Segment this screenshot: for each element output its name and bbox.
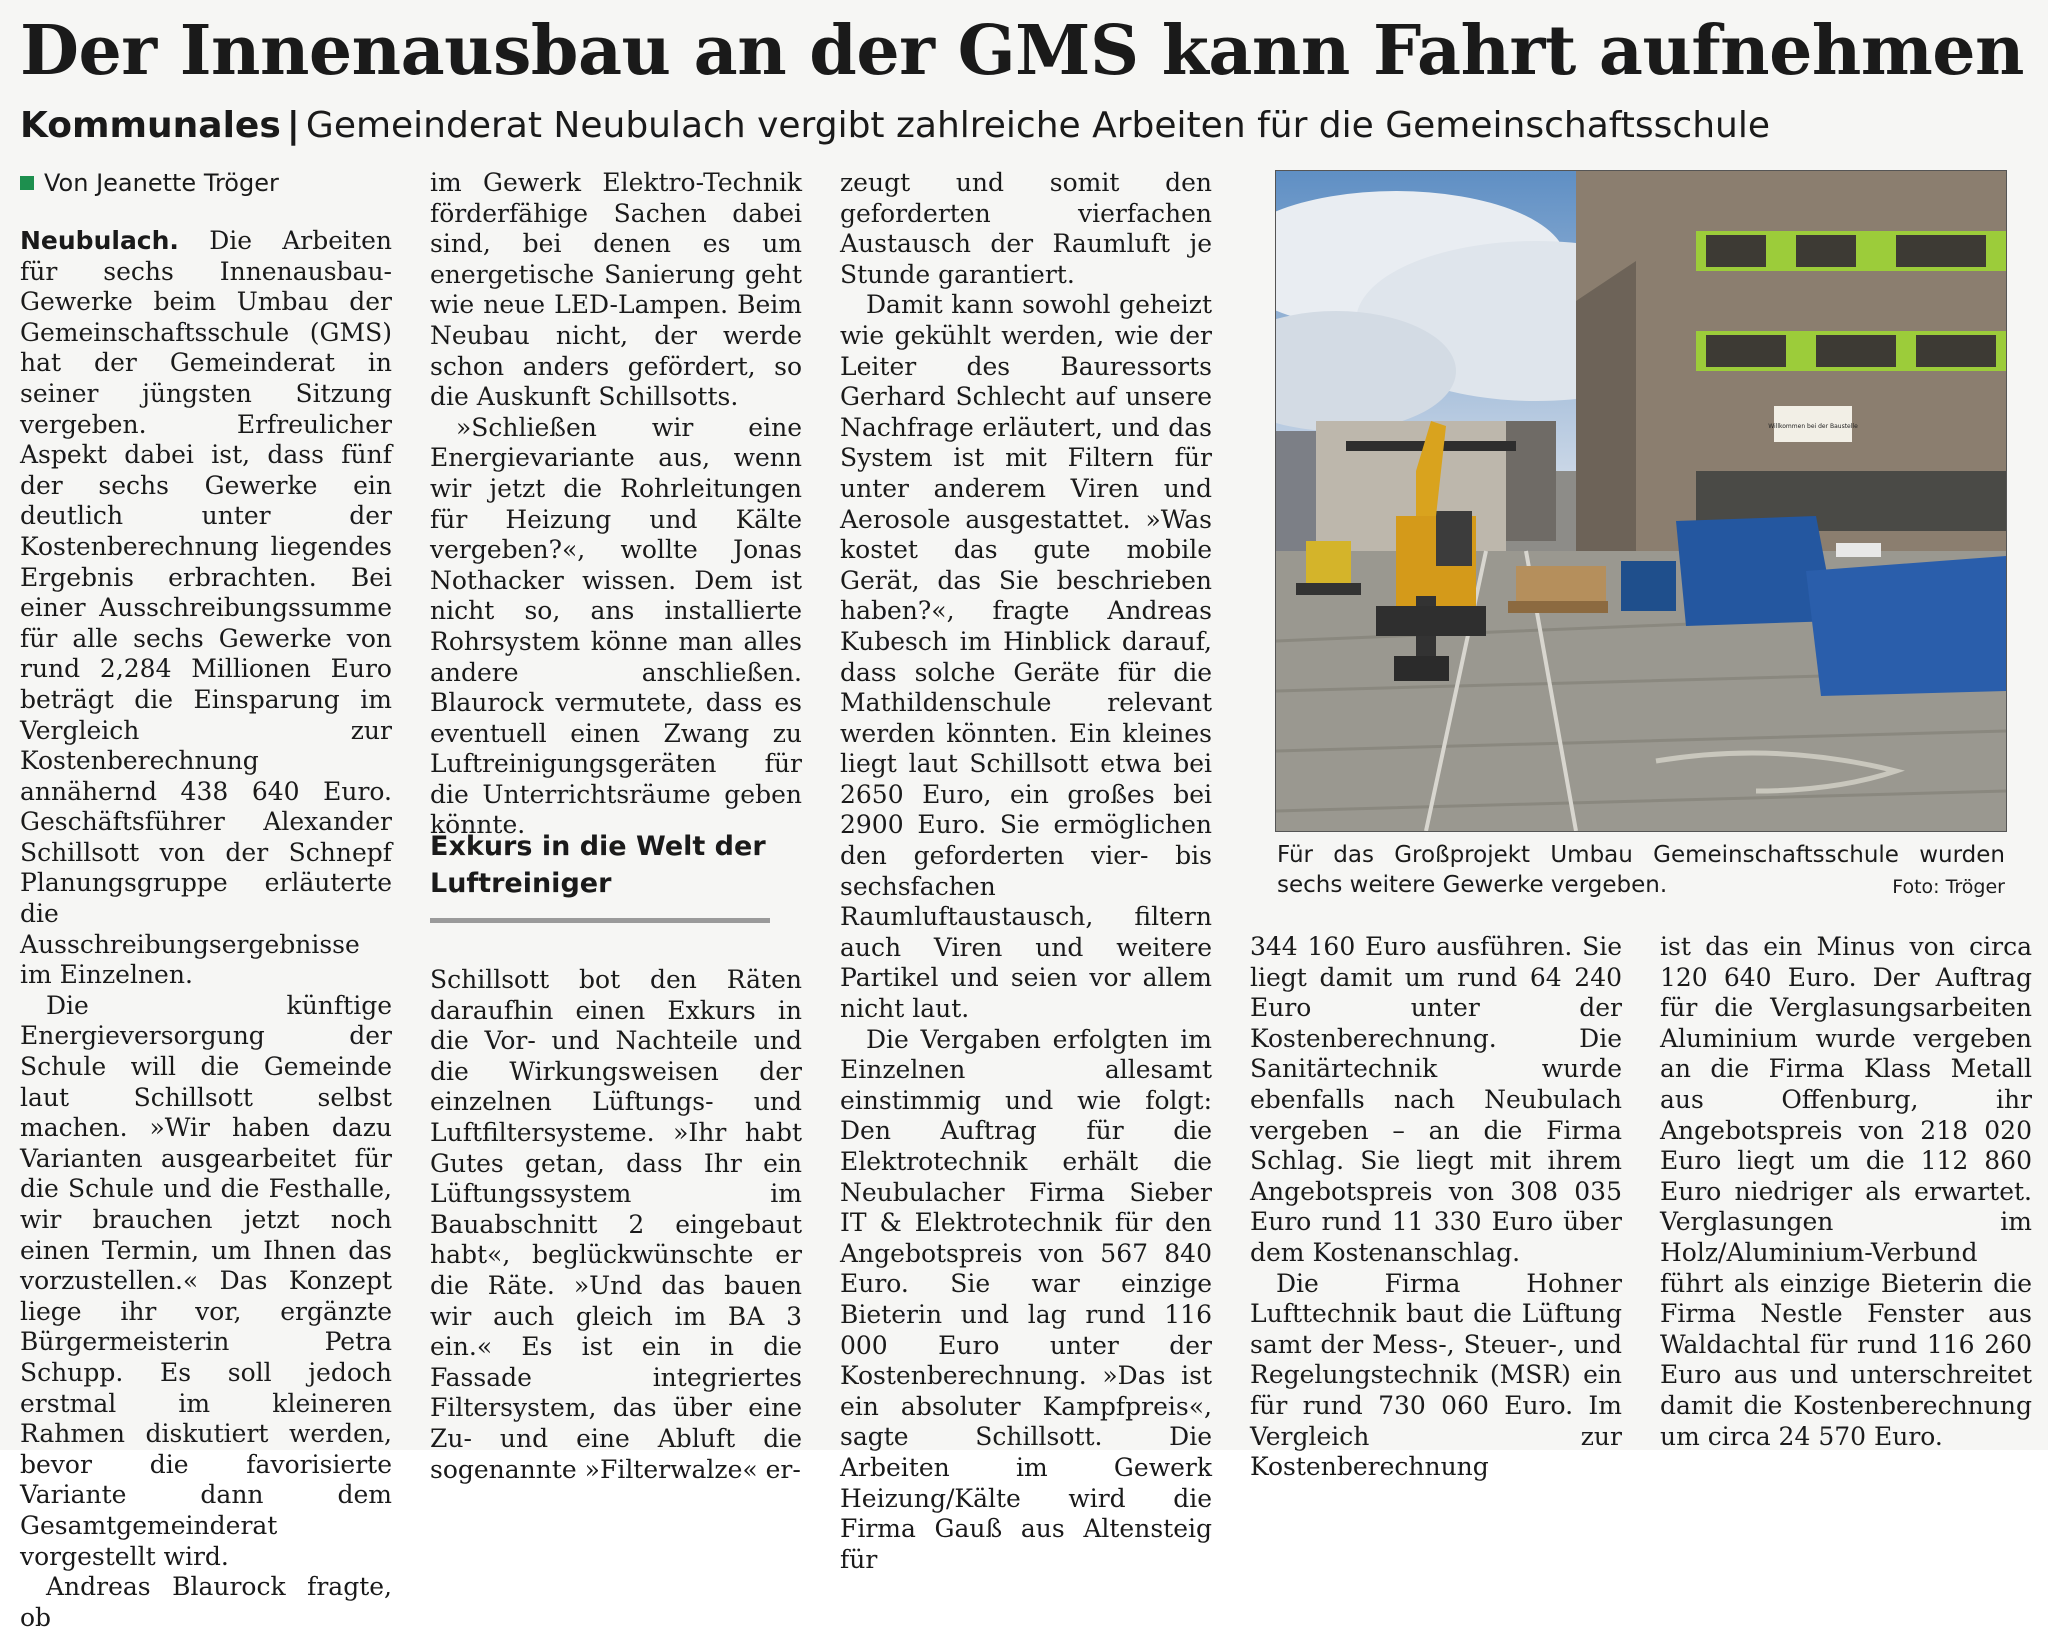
article-column-3 bbox=[840, 168, 1212, 1575]
subhead-divider bbox=[430, 918, 770, 923]
article-paragraph: Andreas Blaurock fragte, ob bbox=[20, 1572, 392, 1632]
headline: Der Innenausbau an der GMS kann Fahrt aufnehmen bbox=[20, 11, 2024, 91]
byline bbox=[20, 168, 279, 198]
article-paragraph: 344 160 Euro ausführen. Sie liegt damit um rund 64 240 Euro unter der Kostenberechnung. Die Sanitärtechnik wurde ebenfalls nach Neubulach vergeben – an die Firma Schlag. Sie liegt mit ihrem Angebotspreis von 308 035 Euro rund 11 330 Euro über dem Kostenanschlag. bbox=[1250, 932, 1622, 1267]
article-column-2-top bbox=[430, 168, 802, 841]
article-column-4 bbox=[1250, 932, 1622, 1483]
subheadline: Gemeinderat Neubulach vergibt zahlreiche Arbeiten für die Gemeinschaftsschule bbox=[305, 105, 1771, 146]
article-paragraph: zeugt und somit den geforderten vierfachen Austausch der Raumluft je Stunde garantiert. bbox=[840, 168, 1212, 289]
section-kicker: Kommunales bbox=[20, 105, 281, 146]
article-paragraph: Die künftige Energieversorgung der Schule will die Gemeinde laut Schillsott selbst machen. »Wir haben dazu Varianten ausgearbeitet für die Schule und die Festhalle, wir brauchen jetzt noch einen Termin, um Ihnen das vorzustellen.« Das Konzept liege ihr vor, ergänzte Bürgermeisterin Petra Schupp. Es soll jedoch erstmal im kleineren Rahmen diskutiert werden, bevor die favorisierte Variante dann dem Gesamtgemeinderat vorgestellt wird. bbox=[20, 990, 392, 1571]
article-column-1 bbox=[20, 226, 392, 1633]
section-subhead: Exkurs in die Welt der Luftreiniger bbox=[430, 831, 766, 899]
byline-author: Von Jeanette Tröger bbox=[44, 169, 279, 197]
article-column-2-bottom bbox=[430, 965, 802, 1485]
byline-marker-icon bbox=[20, 176, 34, 190]
photo-illustration bbox=[1276, 171, 2006, 831]
article-paragraph: ist das ein Minus von circa 120 640 Euro. Der Auftrag für die Verglasungsarbeiten Aluminium wurde vergeben an die Firma Klass Metall aus Offenburg, ihr Angebotspreis von 218 020 Euro liegt um die 112 860 Euro niedriger als erwartet. Verglasungen im Holz/Aluminium-Verbund führt als einzige Bieterin die Firma Nestle Fenster aus Waldachtal für rund 116 260 Euro aus und unterschreitet damit die Kostenberechnung um circa 24 570 Euro. bbox=[1660, 932, 2032, 1451]
article-paragraph: im Gewerk Elektro-Technik förderfähige Sachen dabei sind, bei denen es um energetische Sanierung geht wie neue LED-Lampen. Beim Neubau nicht, der werde schon anders gefördert, so die Auskunft Schillsotts. bbox=[430, 168, 802, 412]
article-paragraph: Die Firma Hohner Lufttechnik baut die Lüftung samt der Mess-, Steuer-, und Regelungstechnik (MSR) ein für rund 730 060 Euro. Im Vergleich zur Kostenberechnung bbox=[1250, 1268, 1622, 1482]
dateline: Neubulach. bbox=[20, 226, 179, 255]
photo-caption: Für das Großprojekt Umbau Gemeinschaftsschule wurden sechs weitere Gewerke vergeben. bbox=[1277, 842, 2005, 898]
photo-credit: Foto: Tröger bbox=[1892, 876, 2005, 898]
article-paragraph: Die Vergaben erfolgten im Einzelnen allesamt einstimmig und wie folgt: Den Auftrag für die Elektrotechnik erhält die Neubulacher Firma Sieber IT & Elektrotechnik für den Angebotspreis von 567 840 Euro. Sie war einzige Bieterin und lag rund 116 000 Euro unter der Kostenberechnung. »Das ist ein absoluter Kampfpreis«, sagte Schillsott. Die Arbeiten im Gewerk Heizung/Kälte wird die Firma Gauß aus Altensteig für bbox=[840, 1024, 1212, 1574]
article-column-5 bbox=[1660, 932, 2032, 1452]
article-paragraph: Schillsott bot den Räten daraufhin einen Exkurs in die Vor- und Nachteile und die Wirkungsweisen der einzelnen Lüftungs- und Luftfiltersysteme. »Ihr habt Gutes getan, dass Ihr ein Lüftungssystem im Bauabschnitt 2 eingebaut habt«, beglückwünschte er die Räte. »Und das bauen wir auch gleich im BA 3 ein.« Es ist ein in die Fassade integriertes Filtersystem, das über eine Zu- und eine Abluft die sogenannte »Filterwalze« er- bbox=[430, 965, 802, 1484]
article-paragraph: Neubulach. Die Arbeiten für sechs Innenausbau-Gewerke beim Umbau der Gemeinschaftsschule (GMS) hat der Gemeinderat in seiner jüngsten Sitzung vergeben. Erfreulicher Aspekt dabei ist, dass fünf der sechs Gewerke ein deutlich unter der Kostenberechnung liegendes Ergebnis erbrachten. Bei einer Ausschreibungssumme für alle sechs Gewerke von rund 2,284 Millionen Euro beträgt die Einsparung im Vergleich zur Kostenberechnung annähernd 438 640 Euro. Geschäftsführer Alexander Schillsott von der Schnepf Planungsgruppe erläuterte die Ausschreibungsergebnisse im Einzelnen. bbox=[20, 226, 392, 990]
subheadline-row bbox=[20, 100, 2020, 152]
article-paragraph: Damit kann sowohl geheizt wie gekühlt werden, wie der Leiter des Bauressorts Gerhard Schlecht auf unsere Nachfrage erläutert, und das System ist mit Filtern für unter anderem Viren und Aerosole ausgestattet. »Was kostet das gute mobile Gerät, das Sie beschrieben haben?«, fragte Andreas Kubesch im Hinblick darauf, dass solche Geräte für die Mathildenschule relevant werden könnten. Ein kleines liegt laut Schillsott etwa bei 2650 Euro, ein großes bei 2900 Euro. Sie ermöglichen den geforderten vier- bis sechsfachen Raumluftaustausch, filtern auch Viren und weitere Partikel und seien vor allem nicht laut. bbox=[840, 290, 1212, 1024]
article-paragraph: »Schließen wir eine Energievariante aus, wenn wir jetzt die Rohrleitungen für Heizung und Kälte vergeben?«, wollte Jonas Nothacker wissen. Dem ist nicht so, ans installierte Rohrsystem könne man alles andere anschließen. Blaurock vermutete, dass es eventuell einen Zwang zu Luftreinigungsgeräten für die Unterrichtsräume geben könnte. bbox=[430, 412, 802, 840]
kicker-separator: | bbox=[286, 105, 300, 146]
site-sign-text: Willkommen bei der Baustelle bbox=[1768, 423, 1858, 430]
construction-site-photo bbox=[1275, 170, 2007, 832]
